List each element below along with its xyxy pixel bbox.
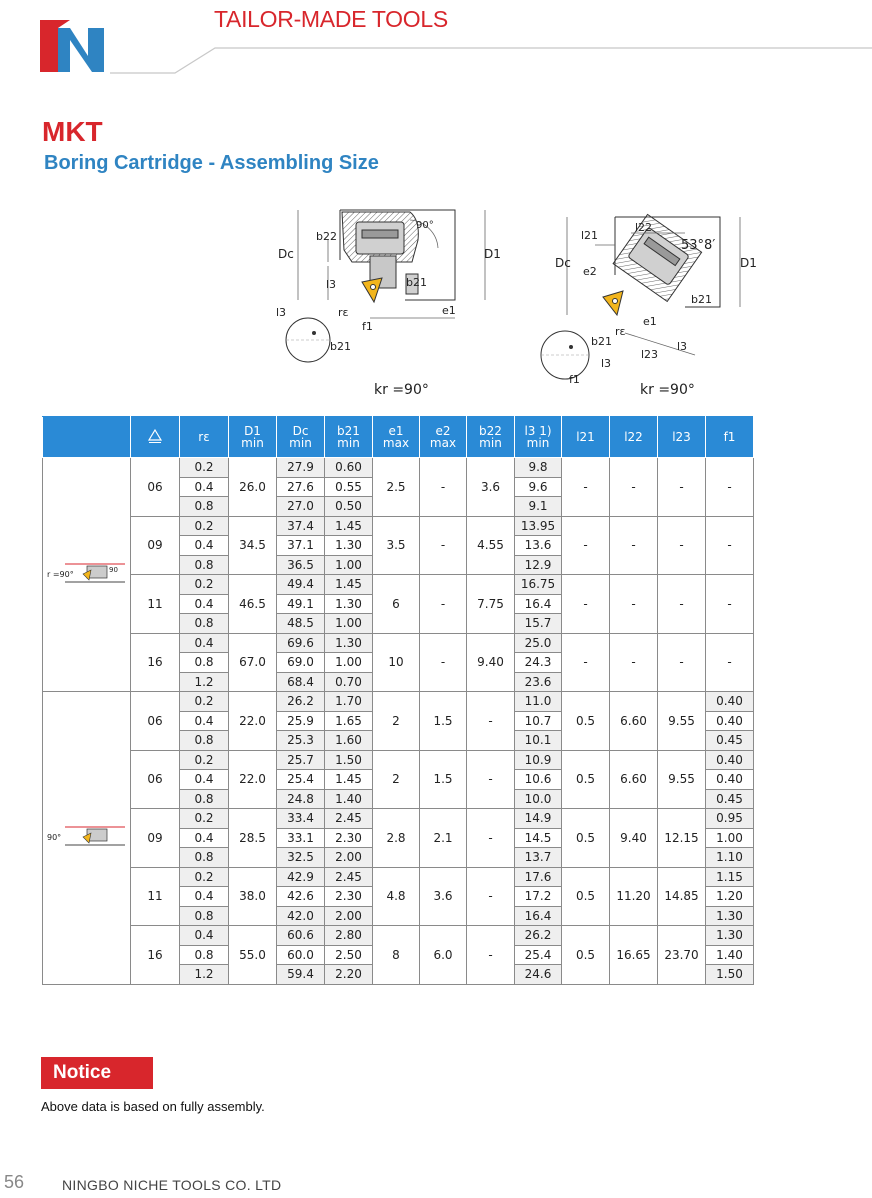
header-label: Dc: [292, 424, 309, 438]
dc-min: 69.0: [277, 653, 325, 673]
l3-min: 16.4: [515, 906, 562, 926]
e2-max: -: [420, 575, 467, 634]
series-code: MKT: [42, 116, 103, 147]
l21: 0.5: [562, 809, 610, 868]
f1: 1.00: [706, 828, 754, 848]
corner-radius: 0.8: [180, 731, 229, 751]
b22-min: -: [467, 926, 515, 985]
e2-max: 3.6: [420, 867, 467, 926]
b21-min: 1.45: [325, 516, 373, 536]
l22: -: [610, 633, 658, 692]
right-kr-label: kr =90°: [640, 382, 695, 398]
l3-min: 23.6: [515, 672, 562, 692]
left-cartridge-diagram: [270, 200, 510, 370]
insert-size: 16: [131, 633, 180, 692]
l3-min: 15.7: [515, 614, 562, 634]
f1: 0.40: [706, 711, 754, 731]
header-label: e2: [435, 424, 451, 438]
dc-min: 25.9: [277, 711, 325, 731]
label-d1: D1: [740, 256, 757, 270]
corner-radius: 0.4: [180, 594, 229, 614]
label-l21: l21: [581, 229, 599, 242]
table-row: [43, 458, 754, 478]
l23: -: [658, 458, 706, 517]
d1-min: 28.5: [229, 809, 277, 868]
b21-min: 1.50: [325, 750, 373, 770]
l21: 0.5: [562, 867, 610, 926]
l3-min: 9.8: [515, 458, 562, 478]
f1: 0.45: [706, 731, 754, 751]
dc-min: 27.9: [277, 458, 325, 478]
table-row: [43, 750, 754, 770]
e1-max: 3.5: [373, 516, 420, 575]
insert-size-icon: [147, 428, 163, 444]
corner-radius: 0.8: [180, 848, 229, 868]
l23: -: [658, 575, 706, 634]
header-sublabel: max: [429, 436, 457, 450]
e2-max: -: [420, 516, 467, 575]
table-header-row: [43, 417, 754, 458]
e1-max: 8: [373, 926, 420, 985]
header-cell: [610, 417, 658, 458]
b21-min: 2.45: [325, 809, 373, 829]
header-cell: [373, 417, 420, 458]
l22: 6.60: [610, 692, 658, 751]
section-icon-angle: 90: [108, 566, 118, 574]
f1: -: [706, 458, 754, 517]
cartridge-orientation-icon: [47, 556, 127, 590]
dc-min: 33.1: [277, 828, 325, 848]
corner-radius: 0.4: [180, 633, 229, 653]
b22-min: -: [467, 867, 515, 926]
label-e2: e2: [583, 265, 597, 278]
d1-min: 34.5: [229, 516, 277, 575]
l3-min: 10.1: [515, 731, 562, 751]
dc-min: 32.5: [277, 848, 325, 868]
e2-max: 1.5: [420, 692, 467, 751]
l21: -: [562, 458, 610, 517]
l3-min: 10.6: [515, 770, 562, 790]
l3-min: 10.0: [515, 789, 562, 809]
header-label: l3 1): [524, 424, 552, 438]
corner-radius: 1.2: [180, 672, 229, 692]
b22-min: 7.75: [467, 575, 515, 634]
label-b21: b21: [406, 276, 427, 289]
l3-min: 10.9: [515, 750, 562, 770]
header-cell: [467, 417, 515, 458]
b21-min: 1.30: [325, 633, 373, 653]
f1: -: [706, 633, 754, 692]
f1: 1.30: [706, 926, 754, 946]
header-label: l23: [672, 430, 691, 444]
l3-min: 24.3: [515, 653, 562, 673]
l3-min: 13.95: [515, 516, 562, 536]
section-icon-label: 90°: [46, 833, 61, 843]
dc-min: 48.5: [277, 614, 325, 634]
label-f1: f1: [569, 373, 580, 385]
l3-min: 9.1: [515, 497, 562, 517]
header-cell: [420, 417, 467, 458]
table-row: [43, 809, 754, 829]
b21-min: 0.60: [325, 458, 373, 478]
l21: 0.5: [562, 926, 610, 985]
corner-radius: 0.2: [180, 458, 229, 478]
header-label: D1: [244, 424, 261, 438]
l22: 11.20: [610, 867, 658, 926]
corner-radius: 0.4: [180, 770, 229, 790]
header-sublabel: min: [289, 436, 312, 450]
corner-radius: 0.4: [180, 926, 229, 946]
l21: -: [562, 516, 610, 575]
e1-max: 10: [373, 633, 420, 692]
l23: -: [658, 516, 706, 575]
f1: 1.15: [706, 867, 754, 887]
label-f1: f1: [362, 320, 373, 333]
b21-min: 1.65: [325, 711, 373, 731]
dc-min: 49.4: [277, 575, 325, 595]
insert-size: 11: [131, 867, 180, 926]
corner-radius: 0.2: [180, 575, 229, 595]
brand-title: TAILOR-MADE TOOLS: [214, 6, 448, 32]
dc-min: 49.1: [277, 594, 325, 614]
corner-radius: 0.4: [180, 887, 229, 907]
b21-min: 2.00: [325, 906, 373, 926]
table-body: [43, 458, 754, 985]
header-cell: [706, 417, 754, 458]
label-b21-lower: b21: [330, 340, 351, 353]
e2-max: 2.1: [420, 809, 467, 868]
l3-min: 11.0: [515, 692, 562, 712]
header-cell: [131, 417, 180, 458]
e2-max: -: [420, 633, 467, 692]
l3-min: 26.2: [515, 926, 562, 946]
b21-min: 0.55: [325, 477, 373, 497]
f1: 1.20: [706, 887, 754, 907]
l3-min: 16.4: [515, 594, 562, 614]
label-l3: l3: [326, 278, 337, 291]
insert-size: 06: [131, 692, 180, 751]
b21-min: 1.30: [325, 536, 373, 556]
l3-min: 25.0: [515, 633, 562, 653]
dc-min: 60.0: [277, 945, 325, 965]
e2-max: -: [420, 458, 467, 517]
corner-radius: 0.8: [180, 906, 229, 926]
dc-min: 25.4: [277, 770, 325, 790]
label-b21-lower: b21: [591, 335, 612, 348]
notice-text: Above data is based on fully assembly.: [41, 1099, 265, 1114]
b22-min: 4.55: [467, 516, 515, 575]
b21-min: 1.70: [325, 692, 373, 712]
page-number: 56: [4, 1172, 25, 1192]
corner-radius: 1.2: [180, 965, 229, 985]
insert-size: 06: [131, 458, 180, 517]
corner-radius: 0.4: [180, 828, 229, 848]
table-row: [43, 633, 754, 653]
dc-min: 36.5: [277, 555, 325, 575]
l3-min: 16.75: [515, 575, 562, 595]
l3-min: 13.6: [515, 536, 562, 556]
header-cell: [658, 417, 706, 458]
label-l23: l23: [641, 348, 659, 361]
insert-size: 09: [131, 809, 180, 868]
dc-min: 25.3: [277, 731, 325, 751]
f1: 1.10: [706, 848, 754, 868]
spec-table: [42, 416, 754, 985]
header-label: rε: [198, 430, 210, 444]
b21-min: 1.60: [325, 731, 373, 751]
header-cell: [277, 417, 325, 458]
header-label: e1: [388, 424, 404, 438]
table-row: [43, 926, 754, 946]
b21-min: 2.20: [325, 965, 373, 985]
header-cell: [229, 417, 277, 458]
f1: -: [706, 575, 754, 634]
label-d1: D1: [484, 247, 501, 261]
label-dc: Dc: [278, 247, 294, 261]
b21-min: 1.30: [325, 594, 373, 614]
b21-min: 1.45: [325, 575, 373, 595]
label-b22: b22: [316, 230, 337, 243]
b21-min: 1.00: [325, 614, 373, 634]
corner-radius: 0.8: [180, 497, 229, 517]
f1: 0.45: [706, 789, 754, 809]
f1: 1.30: [706, 906, 754, 926]
b21-min: 2.30: [325, 828, 373, 848]
header-cell: [180, 417, 229, 458]
company-name: NINGBO NICHE TOOLS CO. LTD: [62, 1177, 282, 1193]
e1-max: 4.8: [373, 867, 420, 926]
insert-size: 11: [131, 575, 180, 634]
header-cell: [515, 417, 562, 458]
header-label: l22: [624, 430, 643, 444]
d1-min: 46.5: [229, 575, 277, 634]
table-row: [43, 575, 754, 595]
l3-min: 13.7: [515, 848, 562, 868]
b21-min: 2.50: [325, 945, 373, 965]
l22: -: [610, 575, 658, 634]
b21-min: 0.70: [325, 672, 373, 692]
dc-min: 42.0: [277, 906, 325, 926]
header-sublabel: min: [479, 436, 502, 450]
b21-min: 1.00: [325, 555, 373, 575]
l3-min: 14.5: [515, 828, 562, 848]
header-sublabel: min: [241, 436, 264, 450]
cartridge-orientation-icon: [47, 819, 127, 853]
label-e1: e1: [442, 304, 456, 317]
section-icon-cell: [43, 458, 131, 692]
dc-min: 27.0: [277, 497, 325, 517]
corner-radius: 0.8: [180, 653, 229, 673]
dc-min: 59.4: [277, 965, 325, 985]
label-e1: e1: [643, 315, 657, 328]
l22: -: [610, 516, 658, 575]
dc-min: 37.1: [277, 536, 325, 556]
dc-min: 33.4: [277, 809, 325, 829]
l23: 12.15: [658, 809, 706, 868]
l3-min: 10.7: [515, 711, 562, 731]
l23: 23.70: [658, 926, 706, 985]
l23: 14.85: [658, 867, 706, 926]
dc-min: 60.6: [277, 926, 325, 946]
header-cell: [325, 417, 373, 458]
f1: 0.40: [706, 692, 754, 712]
l3-min: 12.9: [515, 555, 562, 575]
insert-size: 09: [131, 516, 180, 575]
l3-min: 9.6: [515, 477, 562, 497]
d1-min: 22.0: [229, 692, 277, 751]
corner-radius: 0.2: [180, 516, 229, 536]
f1: 0.40: [706, 770, 754, 790]
f1: 1.40: [706, 945, 754, 965]
l3-min: 17.2: [515, 887, 562, 907]
corner-radius: 0.8: [180, 945, 229, 965]
l21: -: [562, 633, 610, 692]
label-b21: b21: [691, 293, 712, 306]
table-row: [43, 692, 754, 712]
b21-min: 2.30: [325, 887, 373, 907]
corner-radius: 0.8: [180, 614, 229, 634]
l22: 6.60: [610, 750, 658, 809]
corner-radius: 0.4: [180, 536, 229, 556]
dc-min: 37.4: [277, 516, 325, 536]
b21-min: 1.00: [325, 653, 373, 673]
label-l3-lower: l3: [276, 306, 287, 319]
f1: 0.40: [706, 750, 754, 770]
label-l3: l3: [677, 340, 688, 353]
right-cartridge-diagram: [535, 205, 765, 385]
e2-max: 1.5: [420, 750, 467, 809]
label-dc: Dc: [555, 256, 571, 270]
l3-min: 24.6: [515, 965, 562, 985]
section-icon-label: r =90°: [46, 570, 74, 579]
l22: 16.65: [610, 926, 658, 985]
d1-min: 67.0: [229, 633, 277, 692]
table-row: [43, 516, 754, 536]
f1: 0.95: [706, 809, 754, 829]
section-icon-cell: [43, 692, 131, 985]
e1-max: 6: [373, 575, 420, 634]
e1-max: 2.8: [373, 809, 420, 868]
e1-max: 2: [373, 692, 420, 751]
b21-min: 2.80: [325, 926, 373, 946]
e1-max: 2.5: [373, 458, 420, 517]
f1: -: [706, 516, 754, 575]
b22-min: -: [467, 750, 515, 809]
header-cell: [562, 417, 610, 458]
dc-min: 25.7: [277, 750, 325, 770]
dc-min: 27.6: [277, 477, 325, 497]
corner-radius: 0.2: [180, 867, 229, 887]
header-label: f1: [723, 430, 736, 444]
l3-min: 17.6: [515, 867, 562, 887]
b22-min: 3.6: [467, 458, 515, 517]
l23: 9.55: [658, 750, 706, 809]
label-angle: 90°: [416, 220, 434, 231]
header-label: b21: [337, 424, 360, 438]
l21: -: [562, 575, 610, 634]
e2-max: 6.0: [420, 926, 467, 985]
series-subtitle: Boring Cartridge - Assembling Size: [44, 152, 379, 174]
label-re: rε: [615, 325, 626, 338]
notice-title: Notice: [41, 1057, 153, 1089]
header-label: l21: [576, 430, 595, 444]
label-angle: 53°8′: [681, 238, 716, 253]
l21: 0.5: [562, 750, 610, 809]
d1-min: 55.0: [229, 926, 277, 985]
table-row: [43, 867, 754, 887]
b21-min: 2.45: [325, 867, 373, 887]
l21: 0.5: [562, 692, 610, 751]
dc-min: 68.4: [277, 672, 325, 692]
dc-min: 42.6: [277, 887, 325, 907]
l23: -: [658, 633, 706, 692]
b21-min: 1.45: [325, 770, 373, 790]
b22-min: -: [467, 692, 515, 751]
label-l22: l22: [635, 221, 653, 234]
b22-min: -: [467, 809, 515, 868]
l3-min: 14.9: [515, 809, 562, 829]
label-re: rε: [338, 306, 349, 319]
left-kr-label: kr =90°: [374, 382, 429, 398]
dc-min: 42.9: [277, 867, 325, 887]
corner-radius: 0.2: [180, 750, 229, 770]
l3-min: 25.4: [515, 945, 562, 965]
header-rule: [0, 40, 872, 80]
l22: 9.40: [610, 809, 658, 868]
d1-min: 22.0: [229, 750, 277, 809]
corner-radius: 0.4: [180, 477, 229, 497]
b21-min: 1.40: [325, 789, 373, 809]
d1-min: 26.0: [229, 458, 277, 517]
b22-min: 9.40: [467, 633, 515, 692]
header-sublabel: min: [337, 436, 360, 450]
insert-size: 16: [131, 926, 180, 985]
dc-min: 24.8: [277, 789, 325, 809]
header-label: b22: [479, 424, 502, 438]
d1-min: 38.0: [229, 867, 277, 926]
l22: -: [610, 458, 658, 517]
corner-radius: 0.8: [180, 789, 229, 809]
header-sublabel: max: [382, 436, 410, 450]
dc-min: 69.6: [277, 633, 325, 653]
l23: 9.55: [658, 692, 706, 751]
corner-radius: 0.2: [180, 809, 229, 829]
corner-radius: 0.8: [180, 555, 229, 575]
dc-min: 26.2: [277, 692, 325, 712]
e1-max: 2: [373, 750, 420, 809]
b21-min: 2.00: [325, 848, 373, 868]
f1: 1.50: [706, 965, 754, 985]
corner-radius: 0.2: [180, 692, 229, 712]
label-l3-lower: l3: [601, 357, 612, 370]
b21-min: 0.50: [325, 497, 373, 517]
header-cell: [43, 417, 131, 458]
corner-radius: 0.4: [180, 711, 229, 731]
insert-size: 06: [131, 750, 180, 809]
header-sublabel: min: [526, 436, 550, 450]
